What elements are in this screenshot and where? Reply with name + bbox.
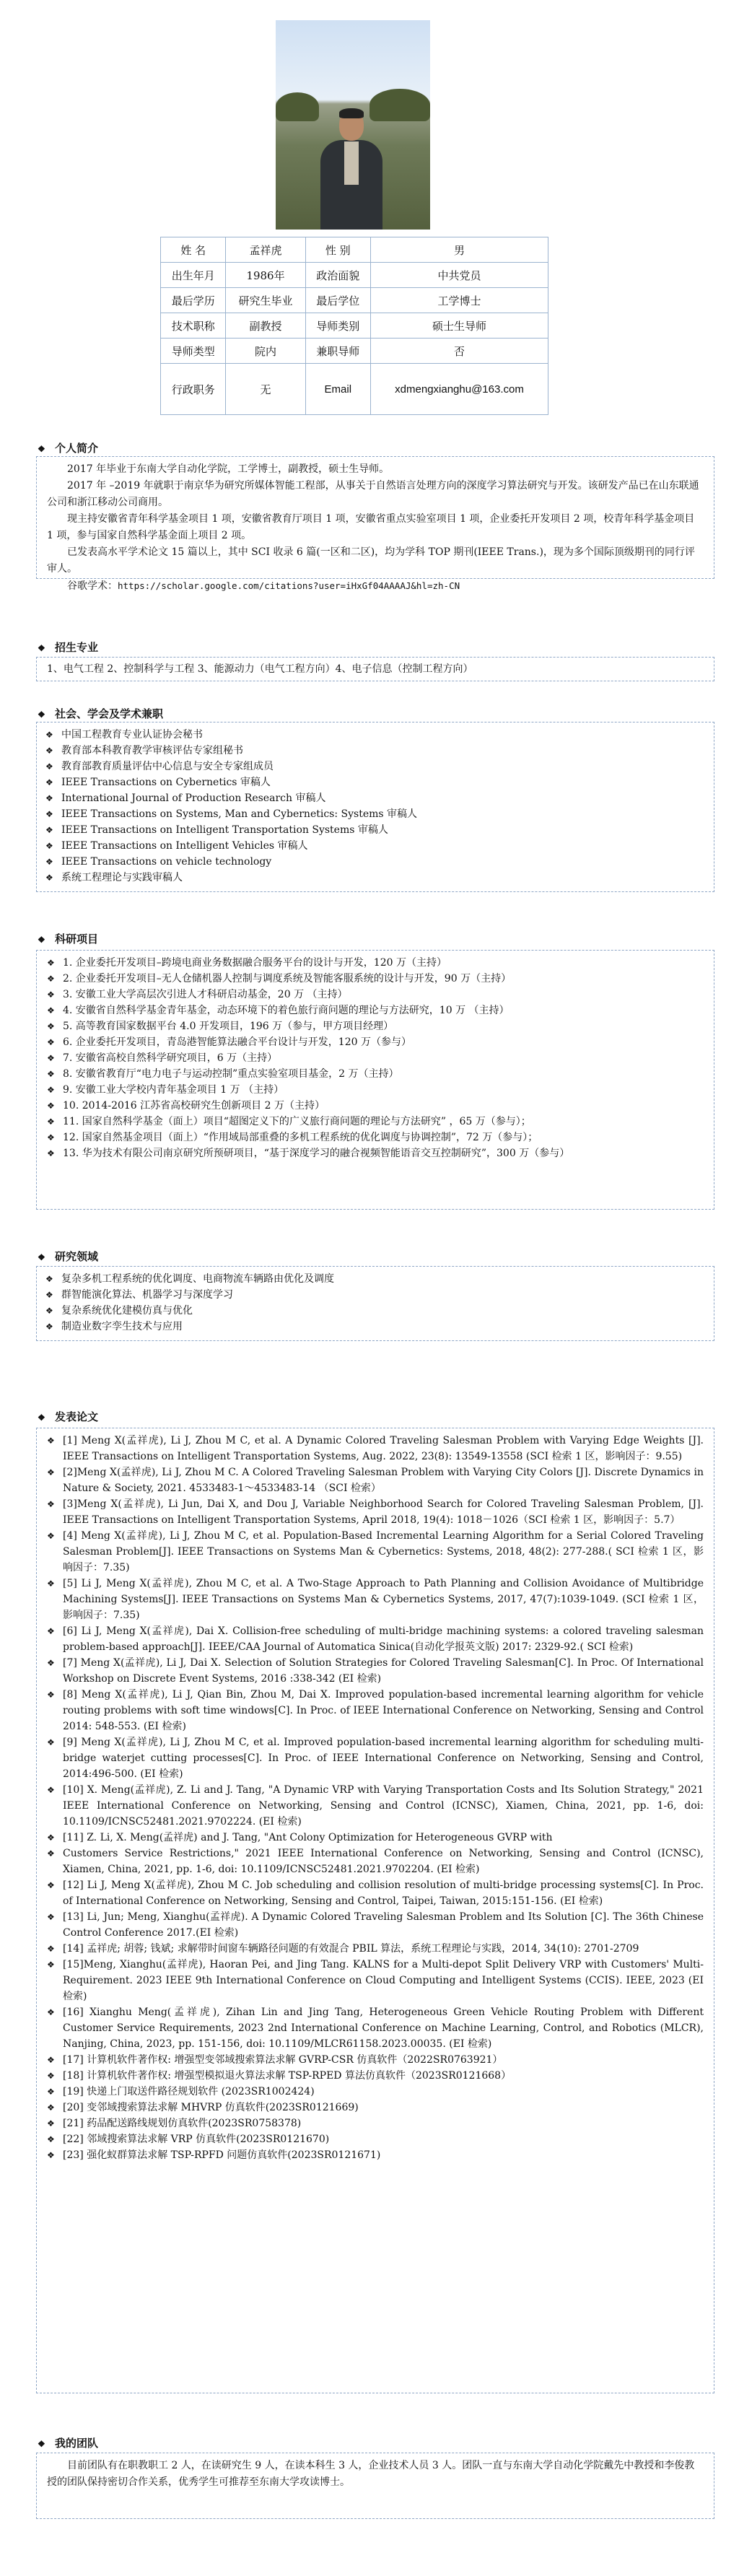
diamond-outline-icon: ❖: [47, 1531, 55, 1541]
research-item-text: 复杂系统优化建模仿真与优化: [61, 1305, 193, 1317]
scholar-link[interactable]: https://scholar.google.com/citations?user=iHxGf04AAAAJ&hl=zh-CN: [118, 580, 460, 591]
info-cell: 导师类型: [161, 339, 226, 364]
diamond-outline-icon: ❖: [47, 2007, 55, 2017]
research-item-text: 群智能演化算法、机器学习与深度学习: [61, 1289, 233, 1301]
photo-tree: [370, 89, 430, 121]
diamond-outline-icon: ❖: [45, 730, 53, 740]
intro-text: [37, 457, 714, 598]
intro-paragraph: 2017 年 –2019 年就职于南京华为研究所媒体智能工程部，从事关于自然语言处理方向的深度学习算法研究与开发。该研发产品已在山东联通公司和浙江移动公司商用。: [47, 480, 699, 508]
project-item: [47, 1003, 704, 1018]
section-title-projects: ❖ 科研项目: [38, 933, 99, 946]
paper-item-text: [21] 药品配送路线规划仿真软件(2023SR0758378): [63, 2118, 302, 2129]
info-cell: 无: [226, 364, 305, 415]
diamond-outline-icon: ❖: [45, 809, 53, 819]
projects-box: [36, 950, 714, 1210]
diamond-outline-icon: ❖: [45, 1322, 53, 1332]
section-title-intro: ❖ 个人简介: [38, 442, 99, 455]
diamond-outline-icon: ❖: [45, 1274, 53, 1284]
paper-item: [47, 1464, 704, 1496]
paper-item-text: [6] Li J, Meng X(孟祥虎), Dai X. Collision-free scheduling of multi-bridge machining systems: a colored traveling salesman problem-based approach[J]. IEEE/CAA Journal of Automatica Sinica(自动化学报英文版) 2017: 2329-92.( SCI 检索): [63, 1625, 704, 1653]
social-item-text: 教育部本科教育教学审核评估专家组秘书: [61, 745, 243, 756]
paper-item: [47, 2084, 704, 2100]
diamond-outline-icon: ❖: [47, 2118, 55, 2129]
diamond-outline-icon: ❖: [47, 1626, 55, 1636]
social-item: [45, 870, 705, 886]
diamond-outline-icon: ❖: [45, 857, 53, 867]
photo-shirt: [344, 141, 359, 185]
diamond-bullet-icon: ❖: [38, 710, 45, 720]
research-item-text: 复杂多机工程系统的优化调度、电商物流车辆路由优化及调度: [61, 1273, 334, 1285]
project-item: [47, 1130, 704, 1145]
info-cell: 中共党员: [371, 263, 548, 288]
paper-item-text: [4] Meng X(孟祥虎), Li J, Zhou M C, et al. Population-Based Incremental Learning Algorithm for a Serial Colored Traveling Salesman Problem[J]. IEEE Transactions on Systems Man & Cybernetics: Systems, 2018, 48(2): 277-288.( SCI 检索 1 区，影响因子：7.35): [63, 1530, 704, 1573]
diamond-outline-icon: ❖: [47, 1848, 55, 1859]
diamond-outline-icon: ❖: [47, 990, 55, 1000]
info-cell: 技术职称: [161, 313, 226, 339]
recruit-text: 1、电气工程 2、控制科学与工程 3、能源动力（电气工程方向）4、电子信息（控制工程方向）: [47, 663, 473, 675]
social-item-text: IEEE Transactions on Cybernetics 审稿人: [61, 777, 271, 788]
paper-item: [47, 2116, 704, 2131]
paper-item: [47, 2004, 704, 2052]
paper-item: [47, 2147, 704, 2163]
paper-item-text: [9] Meng X(孟祥虎), Li J, Zhou M C, et al. Improved population-based incremental learning algorithm for scheduling multi-bridge waterjet cutting processes[C]. In Proc. of IEEE International Conference on Networking, Sensing and Control, 2014:496-500. (EI 检索): [63, 1737, 704, 1780]
team-paragraph: 目前团队有在职教职工 2 人，在读研究生 9 人，在读本科生 3 人，企业技术人员 3 人。团队一直与东南大学自动化学院戴先中教授和李俊教授的团队保持密切合作关系，优秀学生可推荐至东南大学攻读博士。: [47, 2460, 695, 2488]
scholar-line: [47, 577, 704, 595]
diamond-outline-icon: ❖: [45, 746, 53, 756]
research-item: [45, 1303, 705, 1319]
info-cell: 姓 名: [161, 237, 226, 263]
diamond-outline-icon: ❖: [47, 1737, 55, 1747]
project-item-text: 8. 安徽省教育厅“电力电子与运动控制”重点实验室项目基金，2 万（主持）: [63, 1068, 399, 1080]
social-item-text: IEEE Transactions on vehicle technology: [61, 856, 272, 868]
paper-item-text: [11] Z. Li, X. Meng(孟祥虎) and J. Tang, "Ant Colony Optimization for Heterogeneous GVRP with: [63, 1832, 553, 1843]
diamond-outline-icon: ❖: [47, 1833, 55, 1843]
paper-item: [47, 1830, 704, 1846]
diamond-outline-icon: ❖: [47, 1148, 55, 1158]
social-item: [45, 854, 705, 870]
diamond-outline-icon: ❖: [47, 1785, 55, 1795]
scholar-label: 谷歌学术：: [67, 580, 118, 592]
social-item-text: 教育部教育质量评估中心信息与安全专家组成员: [61, 761, 274, 772]
project-item-text: 12. 国家自然基金项目（面上）“作用域局部重叠的多机工程系统的优化调度与协调控制”，72 万（参与）；: [63, 1132, 538, 1143]
info-cell: Email: [305, 364, 370, 415]
social-item-text: IEEE Transactions on Intelligent Transportation Systems 审稿人: [61, 824, 388, 836]
paper-item: [47, 2100, 704, 2116]
project-item: [47, 1050, 704, 1066]
project-list: [37, 951, 714, 1166]
diamond-outline-icon: ❖: [47, 1085, 55, 1095]
paper-item: [47, 2131, 704, 2147]
paper-item-text: [15]Meng, Xianghu(孟祥虎), Haoran Pei, and Jing Tang. KALNS for a Multi-depot Split Delivery VRP with Customers' Multi-Requirement. 2023 IEEE 9th International Conference on Cloud Computing and Intelligent Systems (CCIS). IEEE, 2023 (EI 检索): [63, 1959, 704, 2002]
profile-photo: [276, 20, 430, 230]
diamond-outline-icon: ❖: [47, 1132, 55, 1143]
info-cell: 兼职导师: [305, 339, 370, 364]
section-title-team: ❖ 我的团队: [38, 2437, 99, 2450]
project-item: [47, 955, 704, 971]
paper-item: [47, 1782, 704, 1830]
social-item: [45, 759, 705, 774]
paper-item: [47, 1909, 704, 1941]
info-cell: 最后学位: [305, 288, 370, 313]
info-cell: 导师类别: [305, 313, 370, 339]
intro-paragraph: 现主持安徽省青年科学基金项目 1 项，安徽省教育厅项目 1 项，安徽省重点实验室项目 1 项，企业委托开发项目 2 项，校青年科学基金项目 1 项，参与国家自然科学基金面上项目 2 项。: [47, 513, 695, 541]
intro-paragraph: 2017 年毕业于东南大学自动化学院，工学博士，副教授，硕士生导师。: [67, 463, 390, 475]
diamond-outline-icon: ❖: [47, 1005, 55, 1016]
paper-item-text: [16] Xianghu Meng(孟祥虎), Zihan Lin and Jing Tang, Heterogeneous Green Vehicle Routing Problem with Different Customer Service Requirements, 2023 2nd International Conference on Machine Learning, Control, and Robotics (MLCR), Nanjing, China, 2023, pp. 151-156, doi: 10.1109/MLCR61158.2023.00035. (EI 检索): [63, 2007, 704, 2050]
project-item: [47, 1034, 704, 1050]
info-cell: 政治面貌: [305, 263, 370, 288]
section-title-research: ❖ 研究领域: [38, 1250, 99, 1263]
diamond-outline-icon: ❖: [47, 2055, 55, 2065]
social-item-text: 系统工程理论与实践审稿人: [61, 872, 183, 883]
diamond-outline-icon: ❖: [47, 1579, 55, 1589]
research-item-text: 制造业数字孪生技术与应用: [61, 1321, 183, 1332]
info-cell: 最后学历: [161, 288, 226, 313]
diamond-outline-icon: ❖: [45, 793, 53, 803]
diamond-outline-icon: ❖: [47, 1658, 55, 1668]
project-item: [47, 1114, 704, 1130]
info-cell: 性 别: [305, 237, 370, 263]
paper-item: [47, 1576, 704, 1623]
diamond-outline-icon: ❖: [47, 1690, 55, 1700]
diamond-bullet-icon: ❖: [38, 643, 45, 653]
diamond-outline-icon: ❖: [45, 873, 53, 883]
social-box: [36, 722, 714, 892]
diamond-outline-icon: ❖: [47, 2087, 55, 2097]
project-item: [47, 987, 704, 1003]
diamond-outline-icon: ❖: [47, 1037, 55, 1047]
social-item: [45, 743, 705, 759]
section-title-recruit: ❖ 招生专业: [38, 641, 99, 654]
social-item: [45, 727, 705, 743]
social-item-text: 中国工程教育专业认证协会秘书: [61, 729, 203, 741]
diamond-outline-icon: ❖: [45, 761, 53, 772]
social-item-text: IEEE Transactions on Intelligent Vehicles 审稿人: [61, 840, 308, 852]
paper-item: [47, 2068, 704, 2084]
diamond-outline-icon: ❖: [47, 1117, 55, 1127]
info-cell: 行政职务: [161, 364, 226, 415]
papers-box: [36, 1428, 714, 2393]
diamond-outline-icon: ❖: [47, 1069, 55, 1079]
info-cell: 副教授: [226, 313, 305, 339]
project-item-text: 2. 企业委托开发项目–无人仓储机器人控制与调度系统及智能客服系统的设计与开发，90 万（主持）: [63, 973, 512, 984]
project-item: [47, 1145, 704, 1161]
diamond-outline-icon: ❖: [47, 1912, 55, 1922]
diamond-outline-icon: ❖: [47, 1499, 55, 1509]
project-item: [47, 1066, 704, 1082]
diamond-outline-icon: ❖: [45, 777, 53, 787]
social-item: [45, 774, 705, 790]
diamond-outline-icon: ❖: [47, 1880, 55, 1890]
paper-item: [47, 1734, 704, 1782]
project-item-text: 6. 企业委托开发项目，青岛港智能算法融合平台设计与开发，120 万（参与）: [63, 1036, 411, 1048]
paper-item: [47, 1496, 704, 1528]
paper-item-text: [2]Meng X(孟祥虎), Li J, Zhou M C. A Colored Traveling Salesman Problem with Varying City Colors [J]. Discrete Dynamics in Nature & Society, 2021. 4533483-1～4533483-14 （SCI 检索）: [63, 1467, 704, 1494]
team-box: [36, 2453, 714, 2519]
paper-item-text: [10] X. Meng(孟祥虎), Z. Li and J. Tang, "A Dynamic VRP with Varying Transportation Costs and Its Solution Strategy," 2021 IEEE International Conference on Networking, Sensing and Control (ICNSC), Xiamen, China, 2021, pp. 1-6, doi: 10.1109/ICNSC52481.2021.9702224. (EI 检索): [63, 1784, 704, 1828]
paper-item: [47, 1957, 704, 2004]
diamond-bullet-icon: ❖: [38, 444, 45, 454]
project-item-text: 9. 安徽工业大学校内青年基金项目 1 万 （主持）: [63, 1084, 284, 1096]
research-box: [36, 1266, 714, 1341]
paper-item-text: [17] 计算机软件著作权: 增强型变邻域搜索算法求解 GVRP-CSR 仿真软件（2022SR0763921）: [63, 2054, 503, 2066]
social-item: [45, 822, 705, 838]
info-cell: 院内: [226, 339, 305, 364]
social-item: [45, 806, 705, 822]
intro-box: [36, 456, 714, 592]
project-item-text: 4. 安徽省自然科学基金青年基金，动态环境下的着色旅行商问题的理论与方法研究，10 万 （主持）: [63, 1005, 510, 1016]
paper-item-text: [14] 孟祥虎; 胡蓉; 钱斌; 求解带时间窗车辆路径问题的有效混合 PBIL 算法，系统工程理论与实践，2014, 34(10): 2701-2709: [63, 1943, 639, 1955]
diamond-bullet-icon: ❖: [38, 1413, 45, 1423]
info-cell: 硕士生导师: [371, 313, 548, 339]
paper-item-text: [5] Li J, Meng X(孟祥虎), Zhou M C, et al. A Two-Stage Approach to Path Planning and Collision Avoidance of Multibridge Machining Systems[J]. IEEE Transactions on Systems Man & Cybernetics Systems, 2017, 47(7):1039-1049. (SCI 检索 1 区，影响因子：7.35): [63, 1578, 704, 1621]
diamond-outline-icon: ❖: [47, 1436, 55, 1446]
diamond-outline-icon: ❖: [45, 825, 53, 835]
section-title-social: ❖ 社会、学会及学术兼职: [38, 707, 164, 720]
diamond-outline-icon: ❖: [47, 2103, 55, 2113]
paper-item-text: [18] 计算机软件著作权: 增强型模拟退火算法求解 TSP-RPED 算法仿真软件（2023SR0121668）: [63, 2070, 512, 2082]
diamond-outline-icon: ❖: [47, 1053, 55, 1063]
research-item: [45, 1271, 705, 1287]
project-item-text: 13. 华为技术有限公司南京研究所预研项目，“基于深度学习的融合视频智能语音交互控制研究”，300 万（参与）: [63, 1148, 570, 1159]
social-item-text: IEEE Transactions on Systems, Man and Cybernetics: Systems 审稿人: [61, 808, 418, 820]
paper-item-text: [20] 变邻域搜索算法求解 MHVRP 仿真软件(2023SR0121669): [63, 2102, 359, 2113]
info-cell: 否: [371, 339, 548, 364]
paper-item-text: [23] 强化蚁群算法求解 TSP-RPFD 问题仿真软件(2023SR0121671): [63, 2149, 381, 2161]
diamond-outline-icon: ❖: [47, 1467, 55, 1477]
diamond-bullet-icon: ❖: [38, 2439, 45, 2449]
intro-paragraph: 已发表高水平学术论文 15 篇以上，其中 SCI 收录 6 篇(一区和二区)，均为学科 TOP 期刊(IEEE Trans.)，现为多个国际顶级期刊的同行评审人。: [47, 546, 695, 575]
diamond-outline-icon: ❖: [47, 1021, 55, 1031]
research-item: [45, 1319, 705, 1335]
recruit-box: [36, 657, 714, 681]
diamond-outline-icon: ❖: [47, 1960, 55, 1970]
paper-item: [47, 1846, 704, 1877]
research-list: [37, 1267, 714, 1339]
paper-item: [47, 1623, 704, 1655]
photo-hair: [339, 108, 364, 118]
diamond-outline-icon: ❖: [47, 2150, 55, 2160]
paper-item-text: [12] Li J, Meng X(孟祥虎), Zhou M C. Job scheduling and collision resolution of multi-bridge processing systems[C]. In Proc. of International Conference on Networking, Sensing and Control, Taipei, Taiwan, 2015:151-156. (EI 检索): [63, 1879, 704, 1907]
diamond-bullet-icon: ❖: [38, 935, 45, 945]
paper-item: [47, 1941, 704, 1957]
project-item-text: 1. 企业委托开发项目–跨境电商业务数据融合服务平台的设计与开发，120 万（主持）: [63, 957, 447, 969]
project-item: [47, 1082, 704, 1098]
project-item: [47, 971, 704, 987]
paper-item-text: [3]Meng X(孟祥虎), Li Jun, Dai X, and Dou J, Variable Neighborhood Search for Colored Traveling Salesman Problem, [J]. IEEE Transactions on Intelligent Transportation Systems, April 2018, 19(4): 1018－1026（SCI 检索 1 区，影响因子：5.7）: [63, 1498, 704, 1526]
paper-item-text: [7] Meng X(孟祥虎), Li J, Dai X. Selection of Solution Strategies for Colored Traveling Salesman[C]. In Proc. Of International Workshop on Discrete Event Systems, 2016 :338-342 (EI 检索): [63, 1657, 704, 1685]
paper-item: [47, 1433, 704, 1464]
paper-item: [47, 1877, 704, 1909]
project-item-text: 10. 2014-2016 江苏省高校研究生创新项目 2 万（主持）: [63, 1100, 325, 1112]
info-cell: 出生年月: [161, 263, 226, 288]
social-item: [45, 790, 705, 806]
diamond-outline-icon: ❖: [47, 1944, 55, 1954]
paper-item-text: Customers Service Restrictions," 2021 IEEE International Conference on Networking, Sensing and Control (ICNSC), Xiamen, China, 2021, pp. 1-6, doi: 10.1109/ICNSC52481.2021.9702204. (EI 检索): [63, 1848, 704, 1875]
personal-info-table: [160, 237, 548, 415]
project-item-text: 7. 安徽省高校自然科学研究项目，6 万（主持）: [63, 1052, 278, 1064]
paper-item-text: [22] 邻域搜索算法求解 VRP 仿真软件(2023SR0121670): [63, 2134, 330, 2145]
paper-item: [47, 2052, 704, 2068]
project-item-text: 5. 高等教育国家数据平台 4.0 开发项目，196 万（参与，甲方项目经理）: [63, 1021, 394, 1032]
diamond-outline-icon: ❖: [45, 1306, 53, 1316]
photo-tree: [276, 92, 319, 121]
info-cell: 1986年: [226, 263, 305, 288]
diamond-outline-icon: ❖: [47, 2071, 55, 2081]
paper-item: [47, 1528, 704, 1576]
social-item: [45, 838, 705, 854]
diamond-outline-icon: ❖: [47, 974, 55, 984]
social-list: [37, 722, 714, 890]
section-title-papers: ❖ 发表论文: [38, 1410, 99, 1423]
social-item-text: International Journal of Production Research 审稿人: [61, 793, 326, 804]
diamond-bullet-icon: ❖: [38, 1252, 45, 1262]
project-item: [47, 1018, 704, 1034]
paper-item-text: [1] Meng X(孟祥虎), Li J, Zhou M C, et al. A Dynamic Colored Traveling Salesman Problem with Varying Edge Weights [J]. IEEE Transactions on Intelligent Transportation Systems, Aug. 2022, 23(8): 13549-13558 (SCI 检索 1 区，影响因子：9.55): [63, 1435, 704, 1462]
research-item: [45, 1287, 705, 1303]
diamond-outline-icon: ❖: [47, 2134, 55, 2144]
info-cell: 孟祥虎: [226, 237, 305, 263]
team-text: [37, 2453, 714, 2494]
paper-item-text: [19] 快递上门取送件路径规划软件 (2023SR1002424): [63, 2086, 315, 2097]
project-item: [47, 1098, 704, 1114]
paper-item: [47, 1655, 704, 1687]
project-item-text: 3. 安徽工业大学高层次引进人才科研启动基金，20 万 （主持）: [63, 989, 348, 1000]
paper-item-text: [13] Li, Jun; Meng, Xianghu(孟祥虎). A Dynamic Colored Traveling Salesman Problem and Its Solution [C]. The 36th Chinese Control Conference 2017.(EI 检索): [63, 1911, 704, 1939]
paper-list: [37, 1428, 714, 2167]
info-cell: 研究生毕业: [226, 288, 305, 313]
paper-item-text: [8] Meng X(孟祥虎), Li J, Qian Bin, Zhou M, Dai X. Improved population-based incremental learning algorithm for vehicle routing problems with soft time windows[C]. In Proc. of IEEE International Conference on Networking, Sensing and Control 2014: 548-553. (EI 检索): [63, 1689, 704, 1732]
paper-item: [47, 1687, 704, 1734]
email-value[interactable]: xdmengxianghu@163.com: [371, 364, 548, 415]
diamond-outline-icon: ❖: [47, 1101, 55, 1111]
diamond-outline-icon: ❖: [47, 958, 55, 968]
diamond-outline-icon: ❖: [45, 841, 53, 851]
info-cell: 男: [371, 237, 548, 263]
project-item-text: 11. 国家自然科学基金（面上）项目“超图定义下的广义旅行商问题的理论与方法研究” ，65 万（参与）；: [63, 1116, 531, 1127]
diamond-outline-icon: ❖: [45, 1290, 53, 1300]
info-cell: 工学博士: [371, 288, 548, 313]
